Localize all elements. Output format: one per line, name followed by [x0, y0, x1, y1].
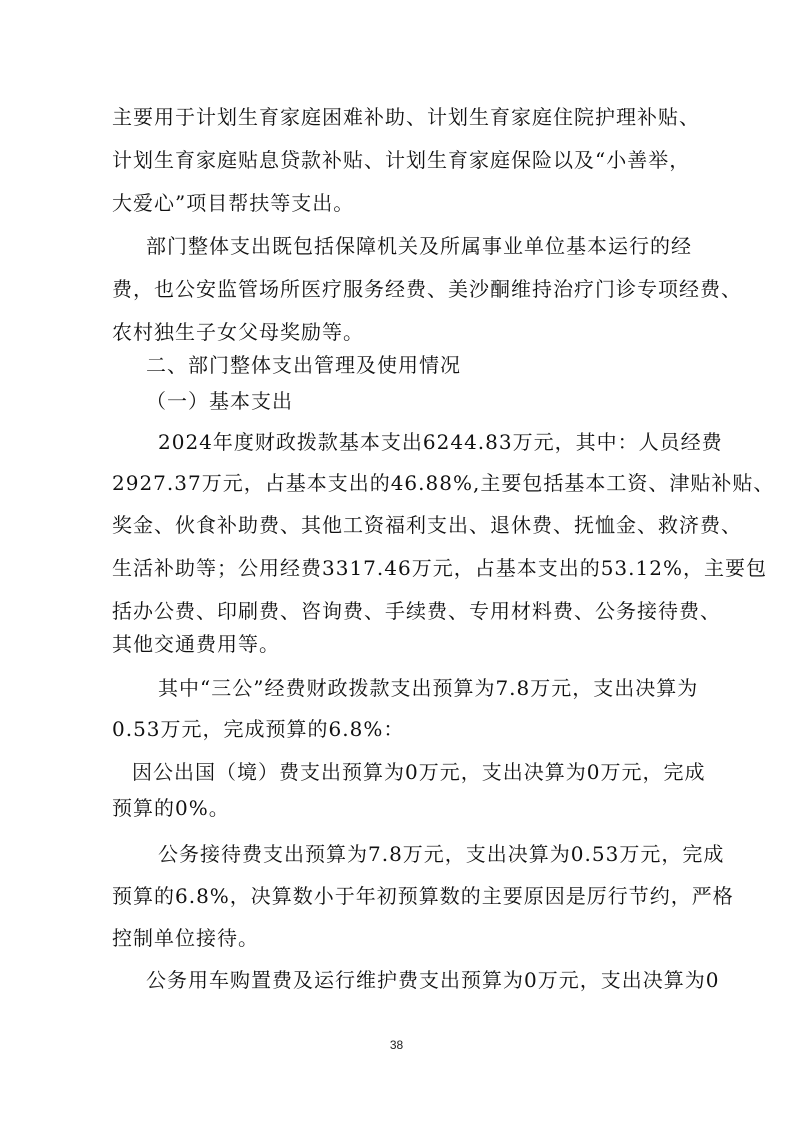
- text-line: 2927.37万元，占基本支出的46.88%,主要包括基本工资、津贴补贴、: [112, 471, 775, 495]
- subsection-heading: （一）基本支出: [146, 389, 293, 413]
- page-number: 38: [389, 1038, 404, 1052]
- text-line: 计划生育家庭贴息贷款补贴、计划生育家庭保险以及“小善举，: [112, 148, 691, 172]
- text-line: 控制单位接待。: [112, 926, 259, 950]
- text-line: 其他交通费用等。: [112, 632, 280, 656]
- text-line: 括办公费、印刷费、咨询费、手续费、专用材料费、公务接待费、: [112, 599, 721, 623]
- text-line: 公务接待费支出预算为7.8万元，支出决算为0.53万元，完成: [158, 842, 725, 866]
- text-line: 费，也公安监管场所医疗服务经费、美沙酮维持治疗门诊专项经费、: [112, 277, 742, 301]
- text-line: 2024年度财政拨款基本支出6244.83万元，其中：人员经费: [158, 430, 723, 454]
- text-line: 生活补助等；公用经费3317.46万元，占基本支出的53.12%，主要包: [112, 556, 767, 580]
- text-line: 公务用车购置费及运行维护费支出预算为0万元，支出决算为0: [146, 968, 720, 992]
- text-line: 部门整体支出既包括保障机关及所属事业单位基本运行的经: [146, 234, 692, 258]
- text-line: 主要用于计划生育家庭困难补助、计划生育家庭住院护理补贴、: [112, 105, 700, 129]
- section-heading: 二、部门整体支出管理及使用情况: [146, 353, 461, 377]
- text-line: 奖金、伙食补助费、其他工资福利支出、退休费、抚恤金、救济费、: [112, 513, 742, 537]
- text-line: 农村独生子女父母奖励等。: [112, 320, 364, 344]
- text-line: 因公出国（境）费支出预算为0万元，支出决算为0万元，完成: [132, 760, 706, 784]
- text-line: 其中“三公”经费财政拨款支出预算为7.8万元，支出决算为: [158, 676, 699, 700]
- text-line: 大爱心”项目帮扶等支出。: [112, 191, 355, 215]
- text-line: 预算的6.8%，决算数小于年初预算数的主要原因是厉行节约，严格: [112, 884, 734, 908]
- text-line: 预算的0%。: [112, 796, 230, 820]
- text-line: 0.53万元，完成预算的6.8%：: [112, 717, 405, 741]
